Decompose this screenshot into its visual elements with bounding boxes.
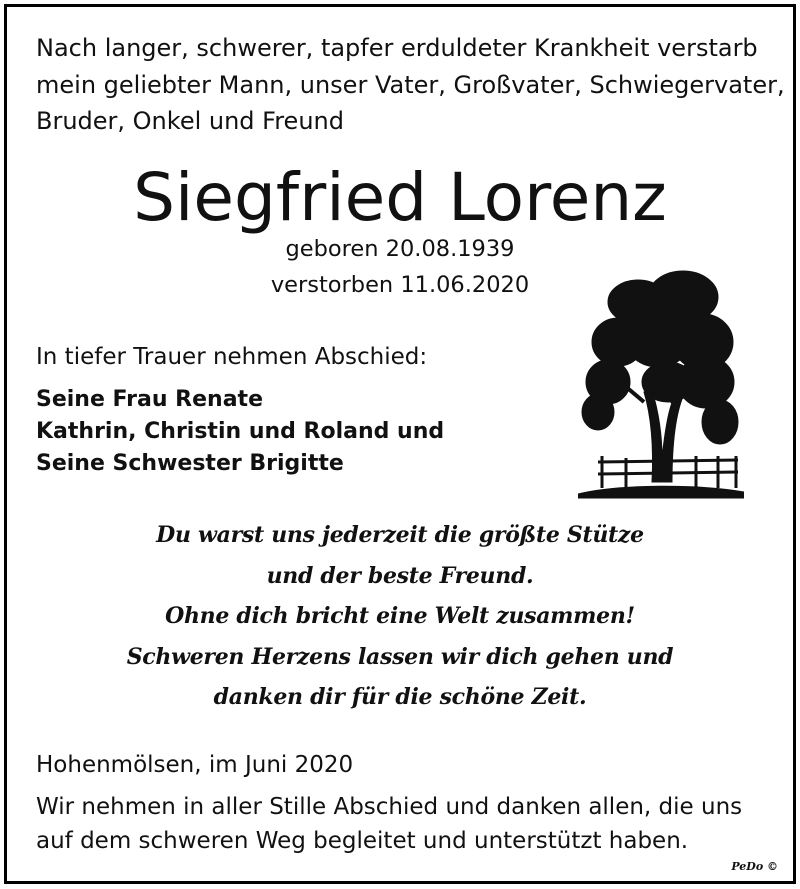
poem-line: Ohne dich bricht eine Welt zusammen! (165, 603, 635, 629)
deceased-name: Siegfried Lorenz (133, 159, 667, 236)
death-date: verstorben 11.06.2020 (270, 271, 530, 298)
family-member: Seine Frau Renate (36, 387, 263, 412)
thanks-line: Wir nehmen in aller Stille Abschied und danken allen, die uns (36, 794, 743, 820)
poem-line: danken dir für die schöne Zeit. (213, 684, 587, 710)
intro-line: Bruder, Onkel und Freund (36, 107, 344, 135)
family-list (36, 384, 444, 480)
poem-line: und der beste Freund. (266, 562, 534, 589)
life-dates (200, 232, 600, 303)
birth-date: geboren 20.08.1939 (285, 236, 515, 262)
family-member: Seine Schwester Brigitte (36, 451, 344, 476)
intro-line: Nach langer, schwerer, tapfer erduldeter Krankheit verstarb (36, 34, 758, 62)
poem (0, 515, 800, 718)
place-date: Hohenmölsen, im Juni 2020 (36, 752, 354, 778)
signature: PeDo © (731, 860, 778, 873)
intro-line: mein geliebter Mann, unser Vater, Großvater, Schwiegervater, (36, 70, 785, 99)
mourning-intro: In tiefer Trauer nehmen Abschied: (36, 344, 428, 370)
family-member: Kathrin, Christin und Roland und (36, 419, 445, 444)
thanks-line: auf dem schweren Weg begleitet und unterstützt haben. (36, 828, 689, 854)
poem-line: Schweren Herzens lassen wir dich gehen und (126, 643, 674, 670)
intro-text (36, 30, 785, 140)
tree-silhouette-icon (578, 262, 744, 502)
poem-line: Du warst uns jederzeit die größte Stütze (156, 522, 644, 548)
thanks-text (36, 790, 742, 858)
